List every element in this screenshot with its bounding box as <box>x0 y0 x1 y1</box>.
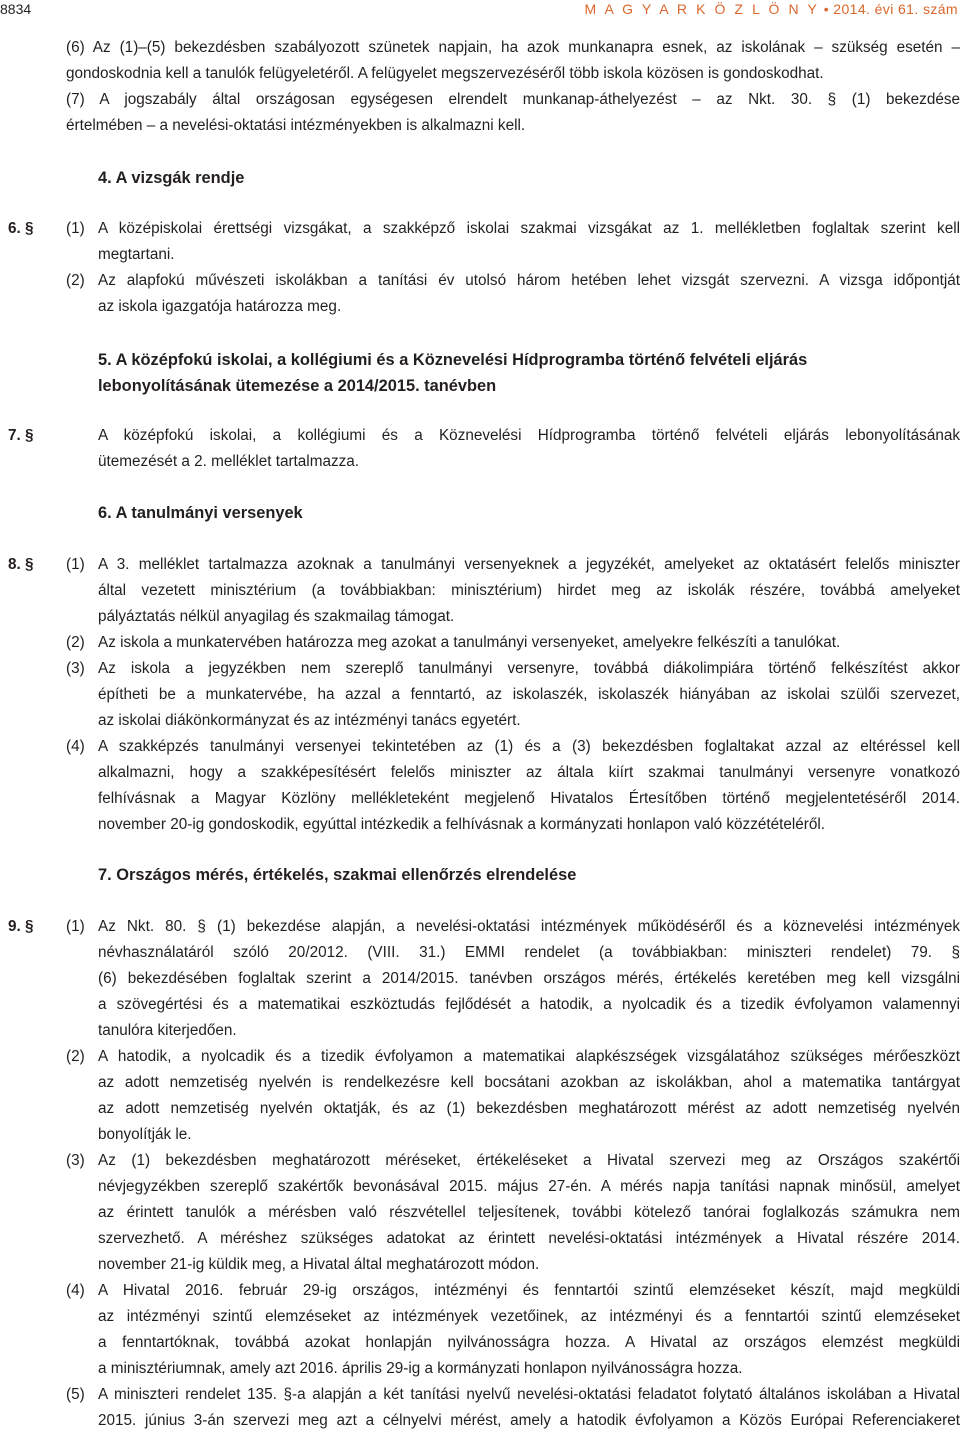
text-line: (1) <box>66 918 85 935</box>
text-line: (2) <box>66 272 85 289</box>
section-heading: 5. A középfokú iskolai, a kollégiumi és a Köznevelési Hídprogramba történő felvételi eljárás <box>98 351 808 369</box>
text-line: (6) bekezdésében foglaltak szerint a 2014/2015. tanévben országos mérés, értékelés keretében meg kell vizsgálni <box>98 970 960 987</box>
text-line: (2) <box>66 634 85 651</box>
text-line: (2) <box>66 1048 85 1065</box>
text-line: november 21-ig küldik meg, a Hivatal által meghatározott módon. <box>98 1256 540 1273</box>
journal-issue-label <box>585 1 958 17</box>
text-line: névjegyzékben szereplő szakértők bevonásával 2015. május 27-én. A mérés napja tanítási napnak minősül, amelyet <box>98 1178 960 1195</box>
text-line: A középfokú iskolai, a kollégiumi és a Köznevelési Hídprogramba történő felvételi eljárás lebonyolításának <box>98 427 960 444</box>
text-line: A szakképzés tanulmányi versenyei tekintetében az (1) és a (3) bekezdésben foglaltakat azzal az eltéréssel kell <box>98 738 960 755</box>
text-line: szervezhető. A méréshez szükséges adatokat az érintett nevelési-oktatási intézmények a Hivatal részére 2014. <box>98 1230 960 1247</box>
text-line: felhívásnak a Magyar Közlöny mellékleteként megjelenő Hivatalos Értesítőben történő megjelentetéséről 2014. <box>98 790 960 807</box>
text-line: alkalmazni, hogy a szakképesítésért felelős miniszter az általa kiírt szakmai tanulmányi versenyre vonatkozó <box>98 764 960 781</box>
text-line: (3) <box>66 1152 85 1169</box>
section-heading: 7. Országos mérés, értékelés, szakmai ellenőrzés elrendelése <box>98 866 577 884</box>
text-line: A Hivatal 2016. február 29-ig országos, intézményi és fenntartói szintű elemzéseket készít, majd megküldi <box>98 1282 960 1299</box>
paragraph-number: 8. § <box>8 556 34 573</box>
text-line: ütemezését a 2. melléklet tartalmazza. <box>98 453 360 470</box>
paragraph-number: 9. § <box>8 918 34 935</box>
text-line: A 3. melléklet tartalmazza azoknak a tanulmányi versenyeknek a jegyzékét, amelyeket az oktatásért felelős miniszter <box>98 556 960 573</box>
paragraph-number: 6. § <box>8 220 34 237</box>
text-line: (1) <box>66 556 85 573</box>
text-line: által vezetett minisztérium (a továbbiakban: minisztérium) hirdet meg az iskolák részére, továbbá amelyeket <box>98 582 960 599</box>
text-line: a fenntartóknak, továbbá azokat honlapján nyilvánosságra hozza. A Hivatal az országos elemzést megküldi <box>98 1334 960 1351</box>
text-line: (7) A jogszabály által országosan egységesen elrendelt munkanap-áthelyezést – az Nkt. 30. § (1) bekezdése <box>66 91 960 108</box>
text-line: az iskola igazgatója határozza meg. <box>98 298 342 315</box>
text-line: Az iskola a munkatervében határozza meg azokat a tanulmányi versenyeket, amelyekre felkészíti a tanulókat. <box>98 634 841 651</box>
text-line: értelmében – a nevelési-oktatási intézményekben is alkalmazni kell. <box>66 117 526 134</box>
page-number: 8834 <box>0 1 32 17</box>
text-line: az iskolai diákönkormányzat és az intézményi tanács egyetért. <box>98 712 521 729</box>
text-line: megtartani. <box>98 246 175 263</box>
text-line: A középiskolai érettségi vizsgákat, a szakképző iskolai szakmai vizsgákat az 1. mellékletben foglaltak szerint kell <box>98 220 960 237</box>
text-line: bonyolítják le. <box>98 1126 192 1143</box>
section-heading: 6. A tanulmányi versenyek <box>98 504 303 522</box>
text-line: (4) <box>66 738 85 755</box>
section-heading: 4. A vizsgák rendje <box>98 169 245 187</box>
text-line: a szövegértési és a matematikai eszköztudás fejlődését a hatodik, a nyolcadik és a tizedik évfolyamon valamennyi <box>98 996 960 1013</box>
text-line: az adott nemzetiség nyelvén oktatják, és az (1) bekezdésben meghatározott mérést az adott nemzetiség nyelvén <box>98 1100 960 1117</box>
journal-title: M A G Y A R K Ö Z L Ö N Y <box>584 1 820 17</box>
text-line: Az alapfokú művészeti iskolákban a tanítási év utolsó három hetében lehet vizsgát szervezni. A vizsga időpontját <box>98 272 960 289</box>
text-line: (5) <box>66 1386 85 1403</box>
text-line: (6) Az (1)–(5) bekezdésben szabályozott szünetek napjain, ha azok munkanapra esnek, az iskolának – szükség esetén – <box>66 39 960 56</box>
page-header <box>0 1 960 23</box>
text-line: (4) <box>66 1282 85 1299</box>
text-line: építheti be a munkatervébe, ha azzal a fenntartó, az iskolaszék, iskolaszék hiányában az iskolai szülői szervezet, <box>98 686 960 703</box>
text-line: november 20-ig gondoskodik, egyúttal intézkedik a felhívásnak a kormányzati honlapon való közzétételéről. <box>98 816 826 833</box>
text-line: Az iskola a jegyzékben nem szereplő tanulmányi versenyre, továbbá diákolimpiára történő felkészítést akkor <box>98 660 960 677</box>
text-line: az adott nemzetiség nyelvén is rendelkezésre kell bocsátani azokban az iskolákban, ahol a matematika tantárgyat <box>98 1074 960 1091</box>
text-line: névhasználatáról szóló 20/2012. (VIII. 31.) EMMI rendelet (a továbbiakban: miniszteri rendelet) 79. § <box>98 944 960 961</box>
text-line: A hatodik, a nyolcadik és a tizedik évfolyamon a matematikai alapkészségek vizsgálatához szükséges mérőeszközt <box>98 1048 960 1065</box>
text-line: pályáztatás nélkül anyagilag és szakmailag támogat. <box>98 608 455 625</box>
text-line: (3) <box>66 660 85 677</box>
text-line: az érintett tanulók a mérésben való részvétellel teljesítenek, további kötelező tanórai foglalkozás számukra nem <box>98 1204 960 1221</box>
section-heading: lebonyolításának ütemezése a 2014/2015. tanévben <box>98 377 497 395</box>
text-line: 2015. június 3-án szervezi meg azt a célnyelvi mérést, amely a hatodik évfolyamon a Közös Európai Referenciakeret <box>98 1412 960 1429</box>
paragraph-number: 7. § <box>8 427 34 444</box>
issue-label: • 2014. évi 61. szám <box>819 1 958 17</box>
text-line: A miniszteri rendelet 135. §-a alapján a két tanítási nyelvű nevelési-oktatási feladatot folytató általános iskolában a Hivatal <box>98 1386 960 1403</box>
text-line: az intézményi szintű elemzéseket az intézmények vezetőinek, az intézményi és a fenntartói szintű elemzéseket <box>98 1308 960 1325</box>
text-line: Az Nkt. 80. § (1) bekezdése alapján, a nevelési-oktatási intézmények működéséről és a köznevelési intézmények <box>98 918 960 935</box>
text-line: gondoskodnia kell a tanulók felügyeletéről. A felügyelet megszervezéséről több iskola közösen is gondoskodhat. <box>66 65 824 82</box>
text-line: a minisztériumnak, amely azt 2016. április 29-ig a kormányzati honlapon nyilvánosságra hozza. <box>98 1360 743 1377</box>
text-line: Az (1) bekezdésben meghatározott méréseket, értékeléseket a Hivatal szervezi meg az Országos szakértői <box>98 1152 960 1169</box>
text-line: (1) <box>66 220 85 237</box>
text-line: tanulóra kiterjedően. <box>98 1022 237 1039</box>
